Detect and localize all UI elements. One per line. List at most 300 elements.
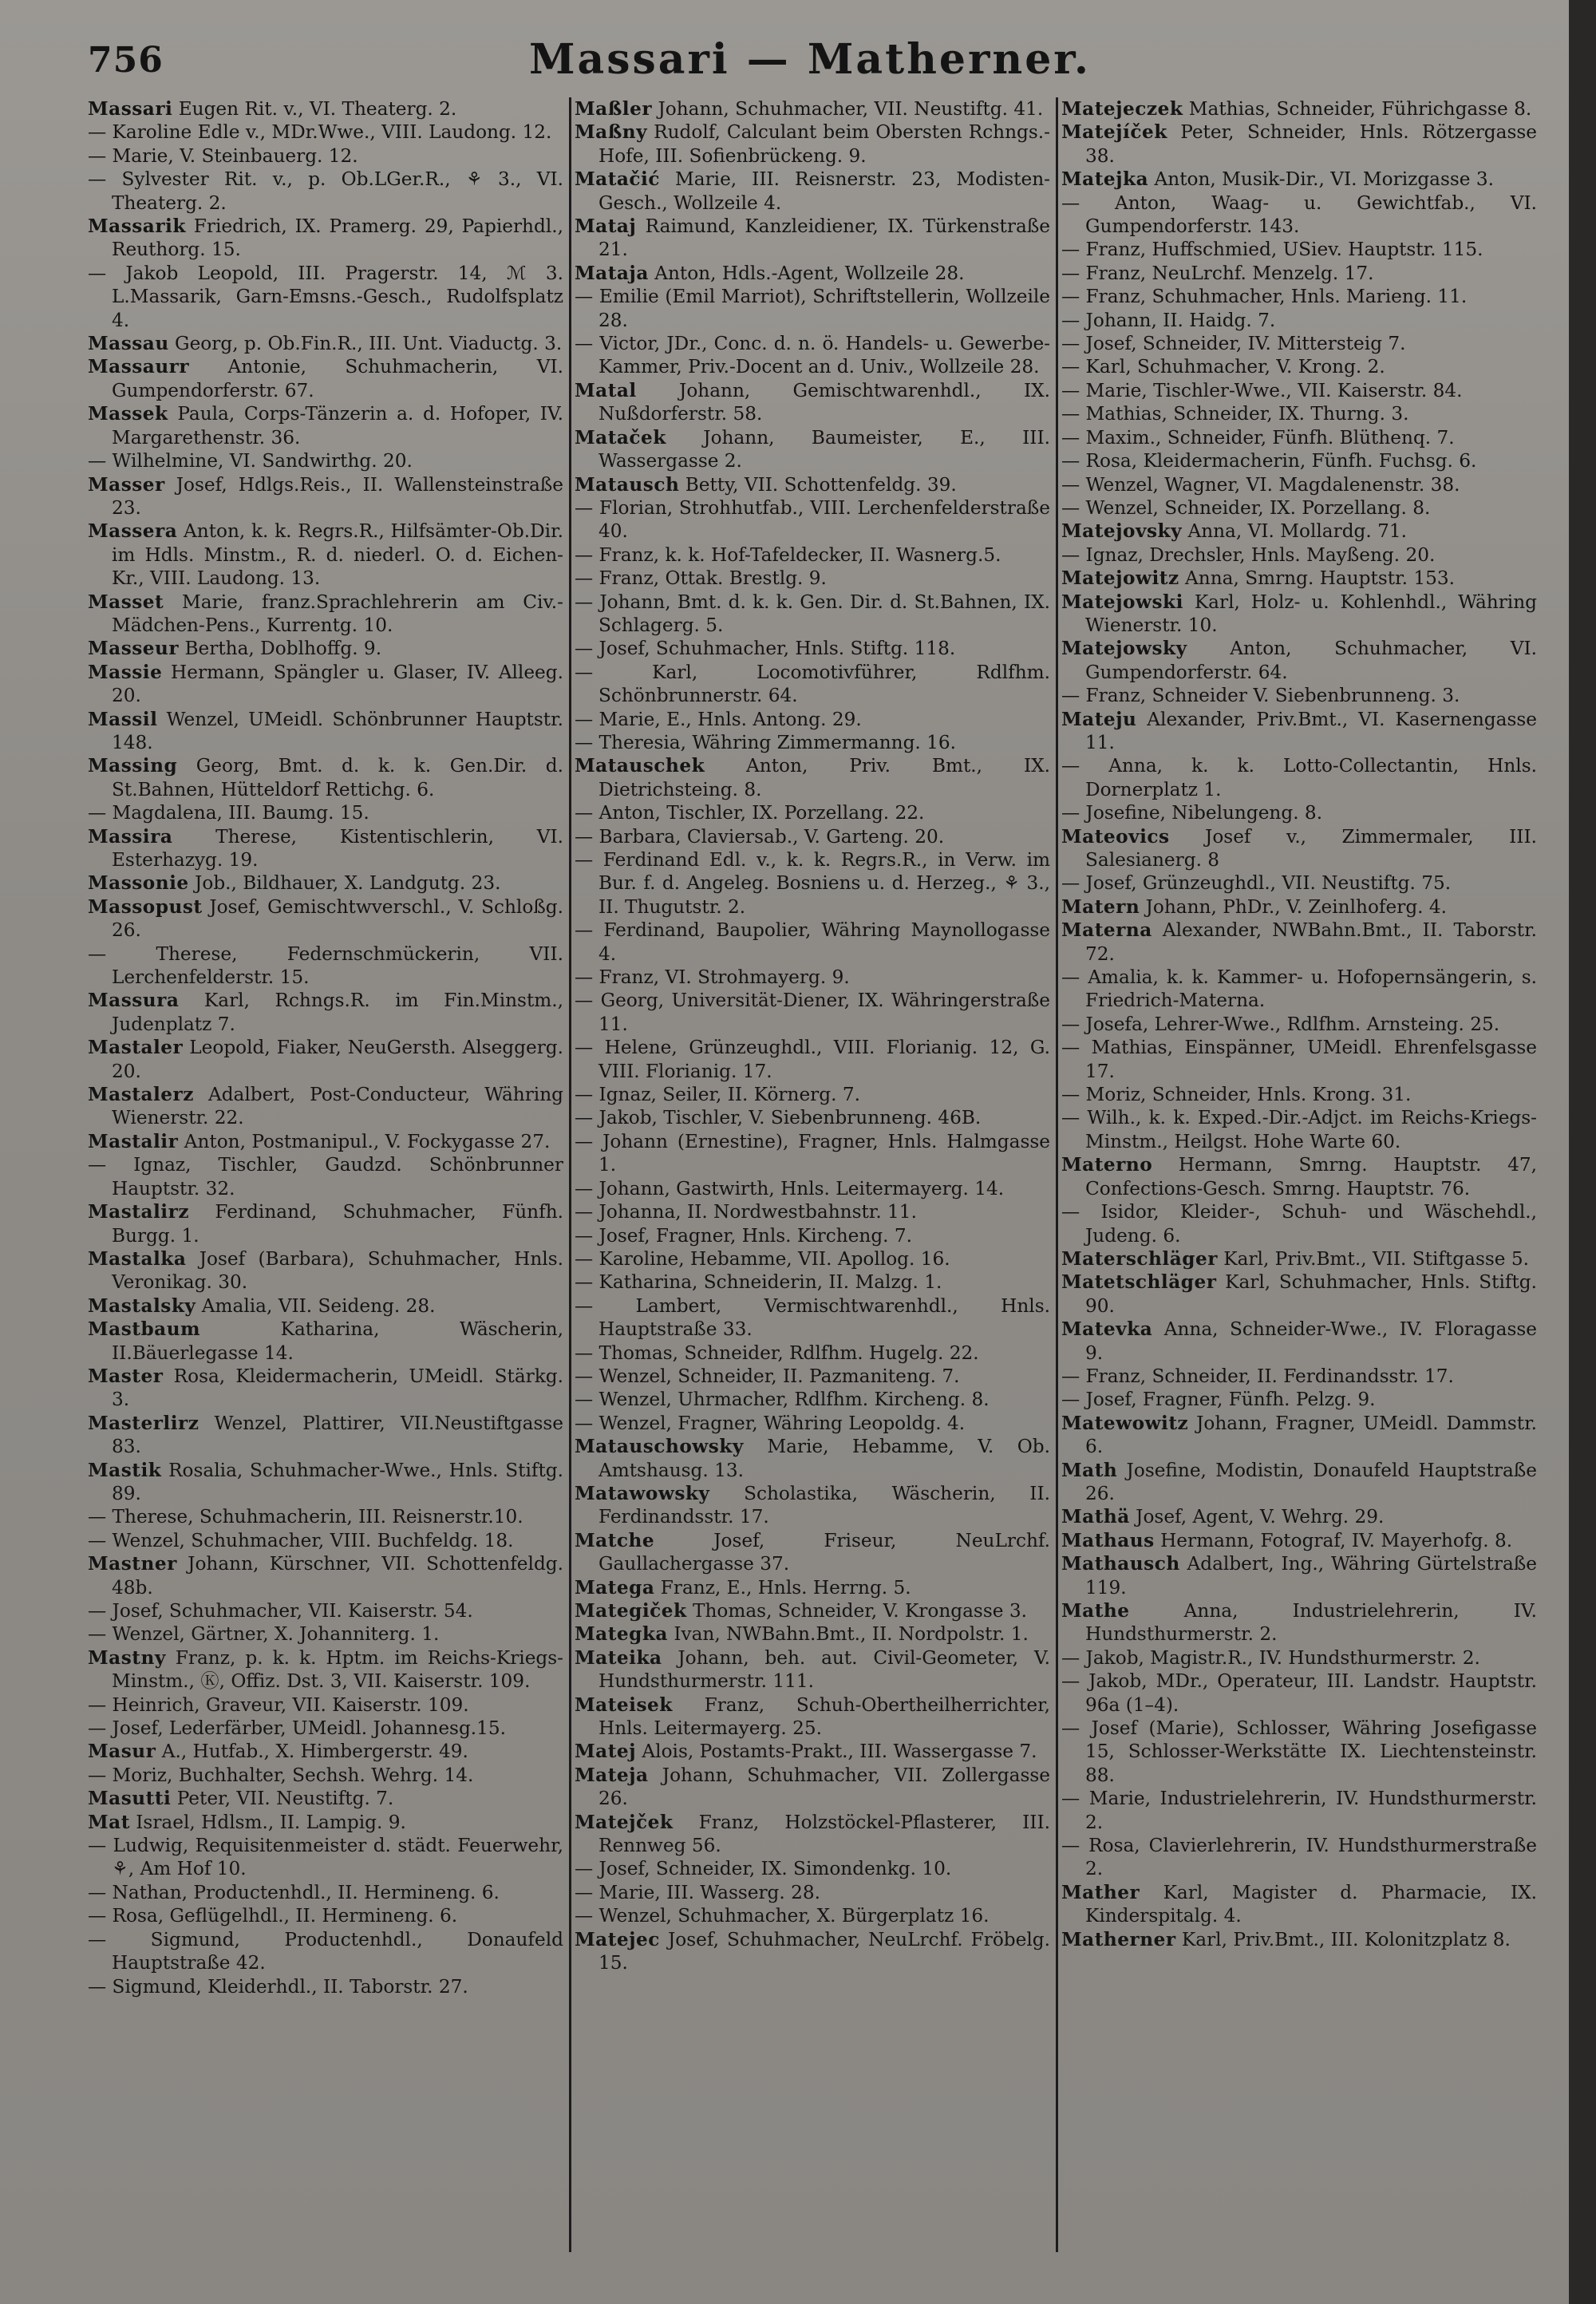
entry-surname: Maßler: [575, 98, 653, 120]
entry-details: — Wilhelmine, VI. Sandwirthg. 20.: [88, 450, 413, 472]
entry-details: — Heinrich, Graveur, VII. Kaiserstr. 109.: [88, 1693, 469, 1716]
directory-entry: [88, 1529, 563, 1552]
entry-details: — Wilh., k. k. Exped.-Dir.-Adjct. im Reichs-Kriegs-Minstm., Heilgst. Hohe Warte 60.: [1061, 1107, 1537, 1152]
entry-surname: Matauschowsky: [575, 1436, 744, 1458]
directory-entry: [1061, 332, 1537, 355]
directory-entry: [1061, 1013, 1537, 1036]
directory-entry: [575, 966, 1050, 989]
directory-entry: [1061, 496, 1537, 520]
entry-surname: Matawowsky: [575, 1482, 710, 1504]
directory-entry: [575, 262, 1050, 285]
directory-entry: [1061, 567, 1537, 590]
directory-entry: [575, 1412, 1050, 1435]
directory-entry: [1061, 1365, 1537, 1388]
directory-entry: [88, 754, 563, 801]
directory-entry: [1061, 684, 1537, 707]
directory-entry: [88, 637, 563, 660]
directory-entry: [88, 943, 563, 990]
entry-details: Johann, Schuhmacher, VII. Neustiftg. 41.: [652, 98, 1044, 120]
entry-details: Adalbert, Ing., Währing Gürtelstraße 119.: [1085, 1553, 1537, 1599]
directory-entry: [1061, 1083, 1537, 1106]
entry-details: — Anton, Waag- u. Gewichtfab., VI. Gumpendorferstr. 143.: [1061, 192, 1537, 238]
directory-entry: [88, 1717, 563, 1740]
entry-details: Peter, VII. Neustiftg. 7.: [171, 1788, 394, 1810]
entry-details: Johann, Kürschner, VII. Schottenfeldg. 48b.: [112, 1553, 563, 1599]
entry-surname: Massau: [88, 333, 169, 355]
directory-entry: [575, 919, 1050, 966]
entry-details: Ivan, NWBahn.Bmt., II. Nordpolstr. 1.: [667, 1623, 1029, 1646]
entry-details: — Florian, Strohhutfab., VIII. Lerchenfelderstraße 40.: [575, 496, 1050, 543]
entry-surname: Matega: [575, 1576, 655, 1599]
entry-surname: Matal: [575, 379, 637, 401]
entry-details: Franz, E., Hnls. Herrng. 5.: [654, 1576, 911, 1599]
column-divider: [569, 97, 571, 2252]
entry-details: — Sigmund, Productenhdl., Donaufeld Hauptstraße 42.: [88, 1928, 563, 1974]
entry-details: Wenzel, Plattirer, VII.Neustiftgasse 83.: [112, 1412, 563, 1458]
directory-entry: [88, 1083, 563, 1130]
directory-entry: [575, 379, 1050, 426]
entry-surname: Mataj: [575, 215, 637, 238]
entry-details: — Josef, Fragner, Hnls. Kircheng. 7.: [575, 1224, 913, 1247]
entry-details: Anna, Smrng. Hauptstr. 153.: [1179, 567, 1455, 590]
entry-details: — Rosa, Clavierlehrerin, IV. Hundsthurmerstraße 2.: [1061, 1835, 1537, 1880]
directory-entry: [1061, 285, 1537, 308]
directory-entry: [575, 496, 1050, 543]
entry-details: — Maxim., Schneider, Fünfh. Blüthenq. 7.: [1061, 426, 1455, 449]
directory-entry: [88, 1811, 563, 1834]
entry-details: Alexander, Priv.Bmt., VI. Kasernengasse 11.: [1085, 708, 1537, 753]
entry-surname: Mathaus: [1061, 1529, 1155, 1551]
entry-surname: Masutti: [88, 1788, 172, 1810]
directory-entry: [88, 1365, 563, 1412]
directory-entry: [88, 1552, 563, 1599]
entry-details: — Karl, Locomotivführer, Rdlfhm. Schönbrunnerstr. 64.: [575, 661, 1050, 707]
directory-entry: [88, 1787, 563, 1810]
directory-entry: [575, 1646, 1050, 1693]
entry-surname: Matejíček: [1061, 121, 1167, 144]
directory-entry: [1061, 1599, 1537, 1646]
directory-entry: [575, 426, 1050, 473]
directory-entry: [575, 1083, 1050, 1106]
entry-surname: Mastalir: [88, 1130, 179, 1152]
entry-details: — Marie, E., Hnls. Antong. 29.: [575, 708, 862, 730]
entry-surname: Matetschläger: [1061, 1271, 1217, 1294]
entry-details: Karl, Magister d. Pharmacie, IX. Kinderspitalg. 4.: [1085, 1881, 1537, 1927]
entry-details: Georg, Bmt. d. k. k. Gen.Dir. d. St.Bahnen, Hütteldorf Rettichg. 6.: [112, 755, 563, 800]
entry-details: Adalbert, Post-Conducteur, Währing Wienerstr. 22.: [112, 1084, 563, 1129]
directory-entry: [575, 591, 1050, 638]
entry-surname: Matherner: [1061, 1928, 1176, 1950]
column-1: [88, 97, 563, 2260]
directory-entry: [1061, 520, 1537, 543]
directory-entry: [575, 1177, 1050, 1200]
entry-surname: Matche: [575, 1529, 655, 1551]
directory-entry: [1061, 1717, 1537, 1787]
entry-details: — Magdalena, III. Baumg. 15.: [88, 802, 369, 824]
entry-details: Raimund, Kanzleidiener, IX. Türkenstraße 21.: [598, 215, 1050, 261]
entry-details: — Moriz, Buchhalter, Sechsh. Wehrg. 14.: [88, 1764, 474, 1786]
entry-details: Karl, Holz- u. Kohlenhdl., Währing Wienerstr. 10.: [1085, 591, 1537, 636]
directory-columns: [88, 97, 1540, 2268]
directory-entry: [1061, 1271, 1537, 1318]
directory-entry: [575, 473, 1050, 496]
directory-entry: [1061, 238, 1537, 261]
directory-entry: [88, 215, 563, 262]
entry-surname: Master: [88, 1365, 164, 1387]
directory-entry: [1061, 426, 1537, 449]
directory-entry: [88, 332, 563, 355]
entry-surname: Mather: [1061, 1881, 1140, 1903]
entry-details: Josef v., Zimmermaler, III. Salesianerg. 8: [1085, 825, 1537, 871]
directory-entry: [88, 1294, 563, 1318]
entry-details: — Amalia, k. k. Kammer- u. Hofopernsängerin, s. Friedrich-Materna.: [1061, 966, 1537, 1012]
directory-entry: [575, 1529, 1050, 1576]
directory-entry: [88, 97, 563, 121]
directory-entry: [1061, 1670, 1537, 1717]
entry-details: Johann, beh. aut. Civil-Geometer, V. Hundsthurmerstr. 111.: [598, 1646, 1050, 1693]
entry-surname: Mastny: [88, 1646, 166, 1669]
entry-details: Karl, Priv.Bmt., III. Kolonitzplatz 8.: [1175, 1928, 1511, 1950]
entry-details: — Anton, Tischler, IX. Porzellang. 22.: [575, 802, 925, 824]
directory-entry: [88, 1975, 563, 1998]
entry-details: — Ignaz, Drechsler, Hnls. Mayßeng. 20.: [1061, 543, 1436, 566]
entry-details: — Josef, Fragner, Fünfh. Pelzg. 9.: [1061, 1389, 1376, 1411]
entry-surname: Mataček: [575, 426, 666, 449]
directory-entry: [88, 449, 563, 472]
directory-entry: [575, 121, 1050, 168]
directory-entry: [575, 1271, 1050, 1294]
directory-entry: [575, 989, 1050, 1036]
directory-entry: [1061, 801, 1537, 824]
directory-entry: [1061, 1412, 1537, 1459]
directory-entry: [575, 97, 1050, 121]
entry-surname: Massil: [88, 708, 158, 730]
entry-details: Bertha, Doblhoffg. 9.: [179, 638, 382, 660]
entry-surname: Masur: [88, 1741, 156, 1763]
entry-details: Johann, Baumeister, E., III. Wassergasse 2.: [598, 426, 1050, 472]
entry-surname: Mastner: [88, 1553, 177, 1575]
entry-details: — Wenzel, Schuhmacher, X. Bürgerplatz 16.: [575, 1905, 990, 1927]
entry-details: — Lambert, Vermischtwarenhdl., Hnls. Hauptstraße 33.: [575, 1294, 1050, 1341]
entry-surname: Mastalerz: [88, 1084, 194, 1106]
directory-entry: [575, 661, 1050, 708]
entry-details: — Wenzel, Wagner, VI. Magdalenenstr. 38.: [1061, 473, 1460, 496]
entry-details: Anton, k. k. Regrs.R., Hilfsämter-Ob.Dir. im Hdls. Minstm., R. d. niederl. O. d. Eichen-Kr., VIII. Laudong. 13.: [112, 520, 563, 590]
directory-entry: [1061, 262, 1537, 285]
directory-entry: [575, 1928, 1050, 1975]
directory-entry: [1061, 1646, 1537, 1670]
directory-entry: [575, 1599, 1050, 1622]
directory-entry: [1061, 121, 1537, 168]
directory-entry: [1061, 1388, 1537, 1411]
directory-entry: [1061, 1106, 1537, 1153]
entry-details: — Josef, Schneider, IX. Simondenkg. 10.: [575, 1858, 952, 1880]
directory-entry: [1061, 449, 1537, 472]
directory-entry: [1061, 97, 1537, 121]
entry-surname: Matejovsky: [1061, 520, 1183, 543]
directory-entry: [88, 1928, 563, 1975]
entry-surname: Masterlirz: [88, 1412, 200, 1434]
directory-entry: [88, 402, 563, 449]
directory-entry: [1061, 1529, 1537, 1552]
entry-details: Thomas, Schneider, V. Krongasse 3.: [686, 1600, 1027, 1622]
entry-details: Amalia, VII. Seideng. 28.: [196, 1294, 436, 1317]
directory-entry: [1061, 355, 1537, 378]
entry-details: Karl, Schuhmacher, Hnls. Stiftg. 90.: [1085, 1271, 1537, 1317]
entry-details: — Josef (Marie), Schlosser, Währing Josefigasse 15, Schlosser-Werkstätte IX. Liechtensteinstr. 88.: [1061, 1717, 1537, 1786]
entry-details: Alexander, NWBahn.Bmt., II. Taborstr. 72.: [1085, 919, 1537, 965]
directory-entry: [88, 591, 563, 638]
entry-surname: Mastalka: [88, 1247, 187, 1270]
entry-details: — Wenzel, Schuhmacher, VIII. Buchfeldg. 18.: [88, 1529, 514, 1551]
entry-surname: Matejka: [1061, 168, 1149, 191]
entry-details: Josefine, Modistin, Donaufeld Hauptstraße 26.: [1085, 1459, 1537, 1504]
directory-entry: [88, 708, 563, 755]
entry-details: — Josef, Schneider, IV. Mittersteig 7.: [1061, 333, 1406, 355]
entry-surname: Mastaler: [88, 1037, 184, 1059]
directory-entry: [575, 637, 1050, 660]
directory-entry: [1061, 895, 1537, 919]
entry-surname: Matejček: [575, 1811, 674, 1833]
directory-entry: [88, 1153, 563, 1200]
directory-entry: [1061, 543, 1537, 567]
directory-entry: [88, 1200, 563, 1247]
entry-surname: Masseur: [88, 638, 180, 660]
entry-details: Therese, Kistentischlerin, VI. Esterhazyg. 19.: [112, 825, 563, 871]
entry-details: — Wenzel, Gärtner, X. Johanniterg. 1.: [88, 1623, 440, 1646]
entry-details: — Rosa, Kleidermacherin, Fünfh. Fuchsg. 6.: [1061, 450, 1477, 472]
directory-entry: [88, 801, 563, 824]
entry-details: — Marie, V. Steinbauerg. 12.: [88, 144, 358, 167]
page-header: [88, 35, 1532, 91]
entry-details: — Karoline Edle v., MDr.Wwe., VIII. Laudong. 12.: [88, 121, 552, 144]
entry-details: Marie, franz.Sprachlehrerin am Civ.-Mädchen-Pens., Kurrentg. 10.: [112, 591, 563, 636]
entry-details: — Sylvester Rit. v., p. Ob.LGer.R., ⚘ 3., VI. Theaterg. 2.: [88, 168, 563, 214]
entry-details: Anton, Musik-Dir., VI. Morizgasse 3.: [1148, 168, 1495, 191]
entry-details: Karl, Rchngs.R. im Fin.Minstm., Judenplatz 7.: [112, 990, 563, 1035]
entry-surname: Massopust: [88, 895, 203, 918]
entry-surname: Materno: [1061, 1154, 1153, 1176]
directory-entry: [88, 1412, 563, 1459]
entry-details: Paula, Corps-Tänzerin a. d. Hofoper, IV. Margarethenstr. 36.: [112, 403, 563, 449]
directory-entry: [575, 1342, 1050, 1365]
entry-details: — Thomas, Schneider, Rdlfhm. Hugelg. 22.: [575, 1342, 979, 1364]
directory-entry: [575, 1435, 1050, 1482]
directory-entry: [1061, 1505, 1537, 1528]
entry-details: — Franz, NeuLrchf. Menzelg. 17.: [1061, 262, 1374, 284]
entry-surname: Mastik: [88, 1459, 162, 1481]
page-number: 756: [88, 40, 164, 81]
entry-surname: Mateisek: [575, 1693, 673, 1716]
entry-surname: Massaurr: [88, 356, 190, 378]
entry-details: Alois, Postamts-Prakt., III. Wassergasse 7.: [636, 1741, 1037, 1763]
directory-entry: [88, 1505, 563, 1528]
directory-entry: [1061, 637, 1537, 684]
entry-details: Anton, Postmanipul., V. Fockygasse 27.: [178, 1130, 551, 1152]
entry-details: — Johann, II. Haidg. 7.: [1061, 309, 1276, 331]
entry-surname: Maßny: [575, 121, 648, 144]
entry-details: — Wenzel, Uhrmacher, Rdlfhm. Kircheng. 8.: [575, 1389, 990, 1411]
entry-details: Rosa, Kleidermacherin, UMeidl. Stärkg. 3.: [112, 1365, 563, 1411]
directory-entry: [88, 825, 563, 872]
directory-entry: [575, 1106, 1050, 1129]
directory-entry: [1061, 708, 1537, 755]
directory-entry: [575, 848, 1050, 919]
directory-entry: [1061, 754, 1537, 801]
entry-details: Scholastika, Wäscherin, II. Ferdinandsstr. 17.: [598, 1482, 1050, 1528]
entry-details: Antonie, Schuhmacherin, VI. Gumpendorferstr. 67.: [112, 356, 563, 401]
entry-details: — Moriz, Schneider, Hnls. Krong. 31.: [1061, 1084, 1412, 1106]
entry-details: — Therese, Federnschmückerin, VII. Lerchenfelderstr. 15.: [88, 943, 563, 989]
directory-entry: [575, 1811, 1050, 1858]
entry-details: Anna, Schneider-Wwe., IV. Floragasse 9.: [1085, 1318, 1537, 1364]
entry-surname: Masset: [88, 591, 164, 613]
entry-surname: Matejowitz: [1061, 567, 1179, 590]
entry-details: Johann, PhDr., V. Zeinlhoferg. 4.: [1140, 895, 1448, 918]
directory-entry: [575, 543, 1050, 567]
directory-entry: [575, 332, 1050, 379]
entry-surname: Massek: [88, 403, 168, 425]
directory-entry: [1061, 1928, 1537, 1951]
entry-details: — Rosa, Geflügelhdl., II. Hermineng. 6.: [88, 1905, 458, 1927]
entry-details: Anna, VI. Mollardg. 71.: [1182, 520, 1408, 543]
directory-entry: [88, 871, 563, 895]
directory-entry: [575, 801, 1050, 824]
entry-surname: Mastalsky: [88, 1294, 196, 1317]
directory-entry: [575, 1740, 1050, 1763]
directory-entry: [575, 708, 1050, 731]
entry-details: — Katharina, Schneiderin, II. Malzg. 1.: [575, 1271, 942, 1294]
entry-surname: Mathä: [1061, 1506, 1130, 1528]
entry-details: — Emilie (Emil Marriot), Schriftstellerin, Wollzeile 28.: [575, 286, 1050, 331]
entry-surname: Mateika: [575, 1646, 662, 1669]
directory-entry: [88, 262, 563, 332]
entry-details: Anton, Schuhmacher, VI. Gumpendorferstr. 64.: [1085, 638, 1537, 683]
entry-details: Josef (Barbara), Schuhmacher, Hnls. Veronikag. 30.: [112, 1247, 563, 1294]
directory-entry: [575, 1224, 1050, 1247]
entry-details: — Josef, Grünzeughdl., VII. Neustiftg. 75.: [1061, 872, 1452, 895]
entry-surname: Matejec: [575, 1928, 660, 1950]
directory-entry: [575, 1247, 1050, 1271]
entry-surname: Mataja: [575, 262, 649, 284]
directory-entry: [1061, 1318, 1537, 1365]
entry-details: Eugen Rit. v., VI. Theaterg. 2.: [172, 98, 457, 120]
entry-details: Wenzel, UMeidl. Schönbrunner Hauptstr. 148.: [112, 708, 563, 753]
entry-details: — Barbara, Claviersab., V. Garteng. 20.: [575, 825, 945, 848]
entry-surname: Mastalirz: [88, 1201, 189, 1223]
entry-details: — Therese, Schuhmacherin, III. Reisnerstr.10.: [88, 1506, 523, 1528]
directory-entry: [88, 989, 563, 1036]
column-3: [1061, 97, 1537, 2260]
entry-details: — Johann, Bmt. d. k. k. Gen. Dir. d. St.Bahnen, IX. Schlagerg. 5.: [575, 591, 1050, 636]
entry-surname: Matern: [1061, 895, 1140, 918]
directory-entry: [1061, 1459, 1537, 1506]
entry-surname: Mategiček: [575, 1600, 687, 1622]
directory-entry: [575, 215, 1050, 262]
entry-details: Leopold, Fiaker, NeuGersth. Alseggerg. 20.: [112, 1037, 563, 1082]
entry-surname: Matejowsky: [1061, 638, 1187, 660]
entry-details: Ferdinand, Schuhmacher, Fünfh. Burgg. 1.: [112, 1201, 563, 1247]
entry-details: — Jakob, MDr., Operateur, III. Landstr. Hauptstr. 96a (1–4).: [1061, 1670, 1537, 1716]
entry-surname: Mateju: [1061, 708, 1137, 730]
entry-details: — Wenzel, Schneider, IX. Porzellang. 8.: [1061, 496, 1431, 519]
directory-entry: [1061, 825, 1537, 872]
directory-entry: [575, 1622, 1050, 1646]
directory-entry: [88, 1740, 563, 1763]
directory-entry: [575, 731, 1050, 754]
directory-entry: [1061, 168, 1537, 191]
entry-details: — Johann, Gastwirth, Hnls. Leitermayerg. 14.: [575, 1177, 1005, 1199]
entry-surname: Matauschek: [575, 755, 705, 777]
directory-entry: [1061, 871, 1537, 895]
entry-details: — Marie, Tischler-Wwe., VII. Kaiserstr. 84.: [1061, 379, 1463, 401]
entry-details: Johann, Schuhmacher, VII. Zollergasse 26.: [598, 1764, 1050, 1810]
entry-surname: Matausch: [575, 473, 680, 496]
entry-surname: Massira: [88, 825, 173, 848]
entry-details: — Johann (Ernestine), Fragner, Hnls. Halmgasse 1.: [575, 1130, 1050, 1176]
directory-entry: [1061, 1036, 1537, 1083]
entry-surname: Massarik: [88, 215, 186, 238]
entry-details: Josef, Hdlgs.Reis., II. Wallensteinstraße 23.: [112, 473, 563, 519]
directory-entry: [1061, 379, 1537, 402]
directory-entry: [575, 1036, 1050, 1083]
entry-surname: Mategka: [575, 1623, 668, 1646]
entry-details: — Wenzel, Schneider, II. Pazmaniteng. 7.: [575, 1365, 960, 1387]
entry-details: Rudolf, Calculant beim Obersten Rchngs.-Hofe, III. Sofienbrückeng. 9.: [598, 121, 1050, 167]
directory-entry: [88, 144, 563, 168]
entry-details: — Franz, k. k. Hof-Tafeldecker, II. Wasnerg.5.: [575, 543, 1001, 566]
entry-details: Anna, Industrielehrerin, IV. Hundsthurmerstr. 2.: [1085, 1600, 1537, 1646]
entry-surname: Matewowitz: [1061, 1412, 1189, 1434]
entry-surname: Mateovics: [1061, 825, 1170, 848]
entry-details: — Franz, VI. Strohmayerg. 9.: [575, 966, 850, 989]
entry-surname: Massura: [88, 990, 180, 1012]
directory-entry: [1061, 919, 1537, 966]
directory-entry: [88, 168, 563, 215]
entry-details: Betty, VII. Schottenfeldg. 39.: [679, 473, 957, 496]
entry-details: Israel, Hdlsm., II. Lampig. 9.: [129, 1811, 406, 1833]
entry-details: — Wenzel, Fragner, Währing Leopoldg. 4.: [575, 1412, 966, 1434]
entry-details: Georg, p. Ob.Fin.R., III. Unt. Viaductg. 3.: [168, 333, 563, 355]
entry-details: — Josef, Schuhmacher, VII. Kaiserstr. 54.: [88, 1600, 473, 1622]
entry-details: Rosalia, Schuhmacher-Wwe., Hnls. Stiftg. 89.: [112, 1459, 563, 1504]
directory-entry: [1061, 591, 1537, 638]
entry-details: Anton, Hdls.-Agent, Wollzeile 28.: [648, 262, 965, 284]
entry-surname: Materschläger: [1061, 1247, 1218, 1270]
directory-entry: [88, 661, 563, 708]
entry-details: — Marie, III. Wasserg. 28.: [575, 1881, 821, 1903]
entry-surname: Massing: [88, 755, 178, 777]
directory-entry: [88, 1130, 563, 1153]
entry-details: — Georg, Universität-Diener, IX. Währingerstraße 11.: [575, 990, 1050, 1035]
directory-entry: [575, 285, 1050, 332]
entry-details: — Jakob Leopold, III. Pragerstr. 14, ℳ 3. L.Massarik, Garn-Emsns.-Gesch., Rudolfsplatz 4.: [88, 262, 563, 331]
directory-entry: [88, 520, 563, 590]
directory-entry: [88, 1904, 563, 1927]
scan-edge: [1569, 0, 1596, 2304]
directory-entry: [575, 1904, 1050, 1927]
entry-details: Johann, Fragner, UMeidl. Dammstr. 6.: [1085, 1412, 1537, 1458]
entry-surname: Massera: [88, 520, 178, 543]
entry-surname: Mat: [88, 1811, 130, 1833]
directory-entry: [88, 1622, 563, 1646]
entry-details: — Ferdinand, Baupolier, Währing Maynollogasse 4.: [575, 919, 1050, 965]
entry-details: — Ludwig, Requisitenmeister d. städt. Feuerwehr, ⚘, Am Hof 10.: [88, 1835, 563, 1880]
entry-details: Josef, Schuhmacher, NeuLrchf. Fröbelg. 15.: [598, 1928, 1050, 1974]
entry-details: — Franz, Huffschmied, USiev. Hauptstr. 115.: [1061, 239, 1483, 261]
entry-surname: Materna: [1061, 919, 1152, 942]
directory-entry: [575, 825, 1050, 848]
